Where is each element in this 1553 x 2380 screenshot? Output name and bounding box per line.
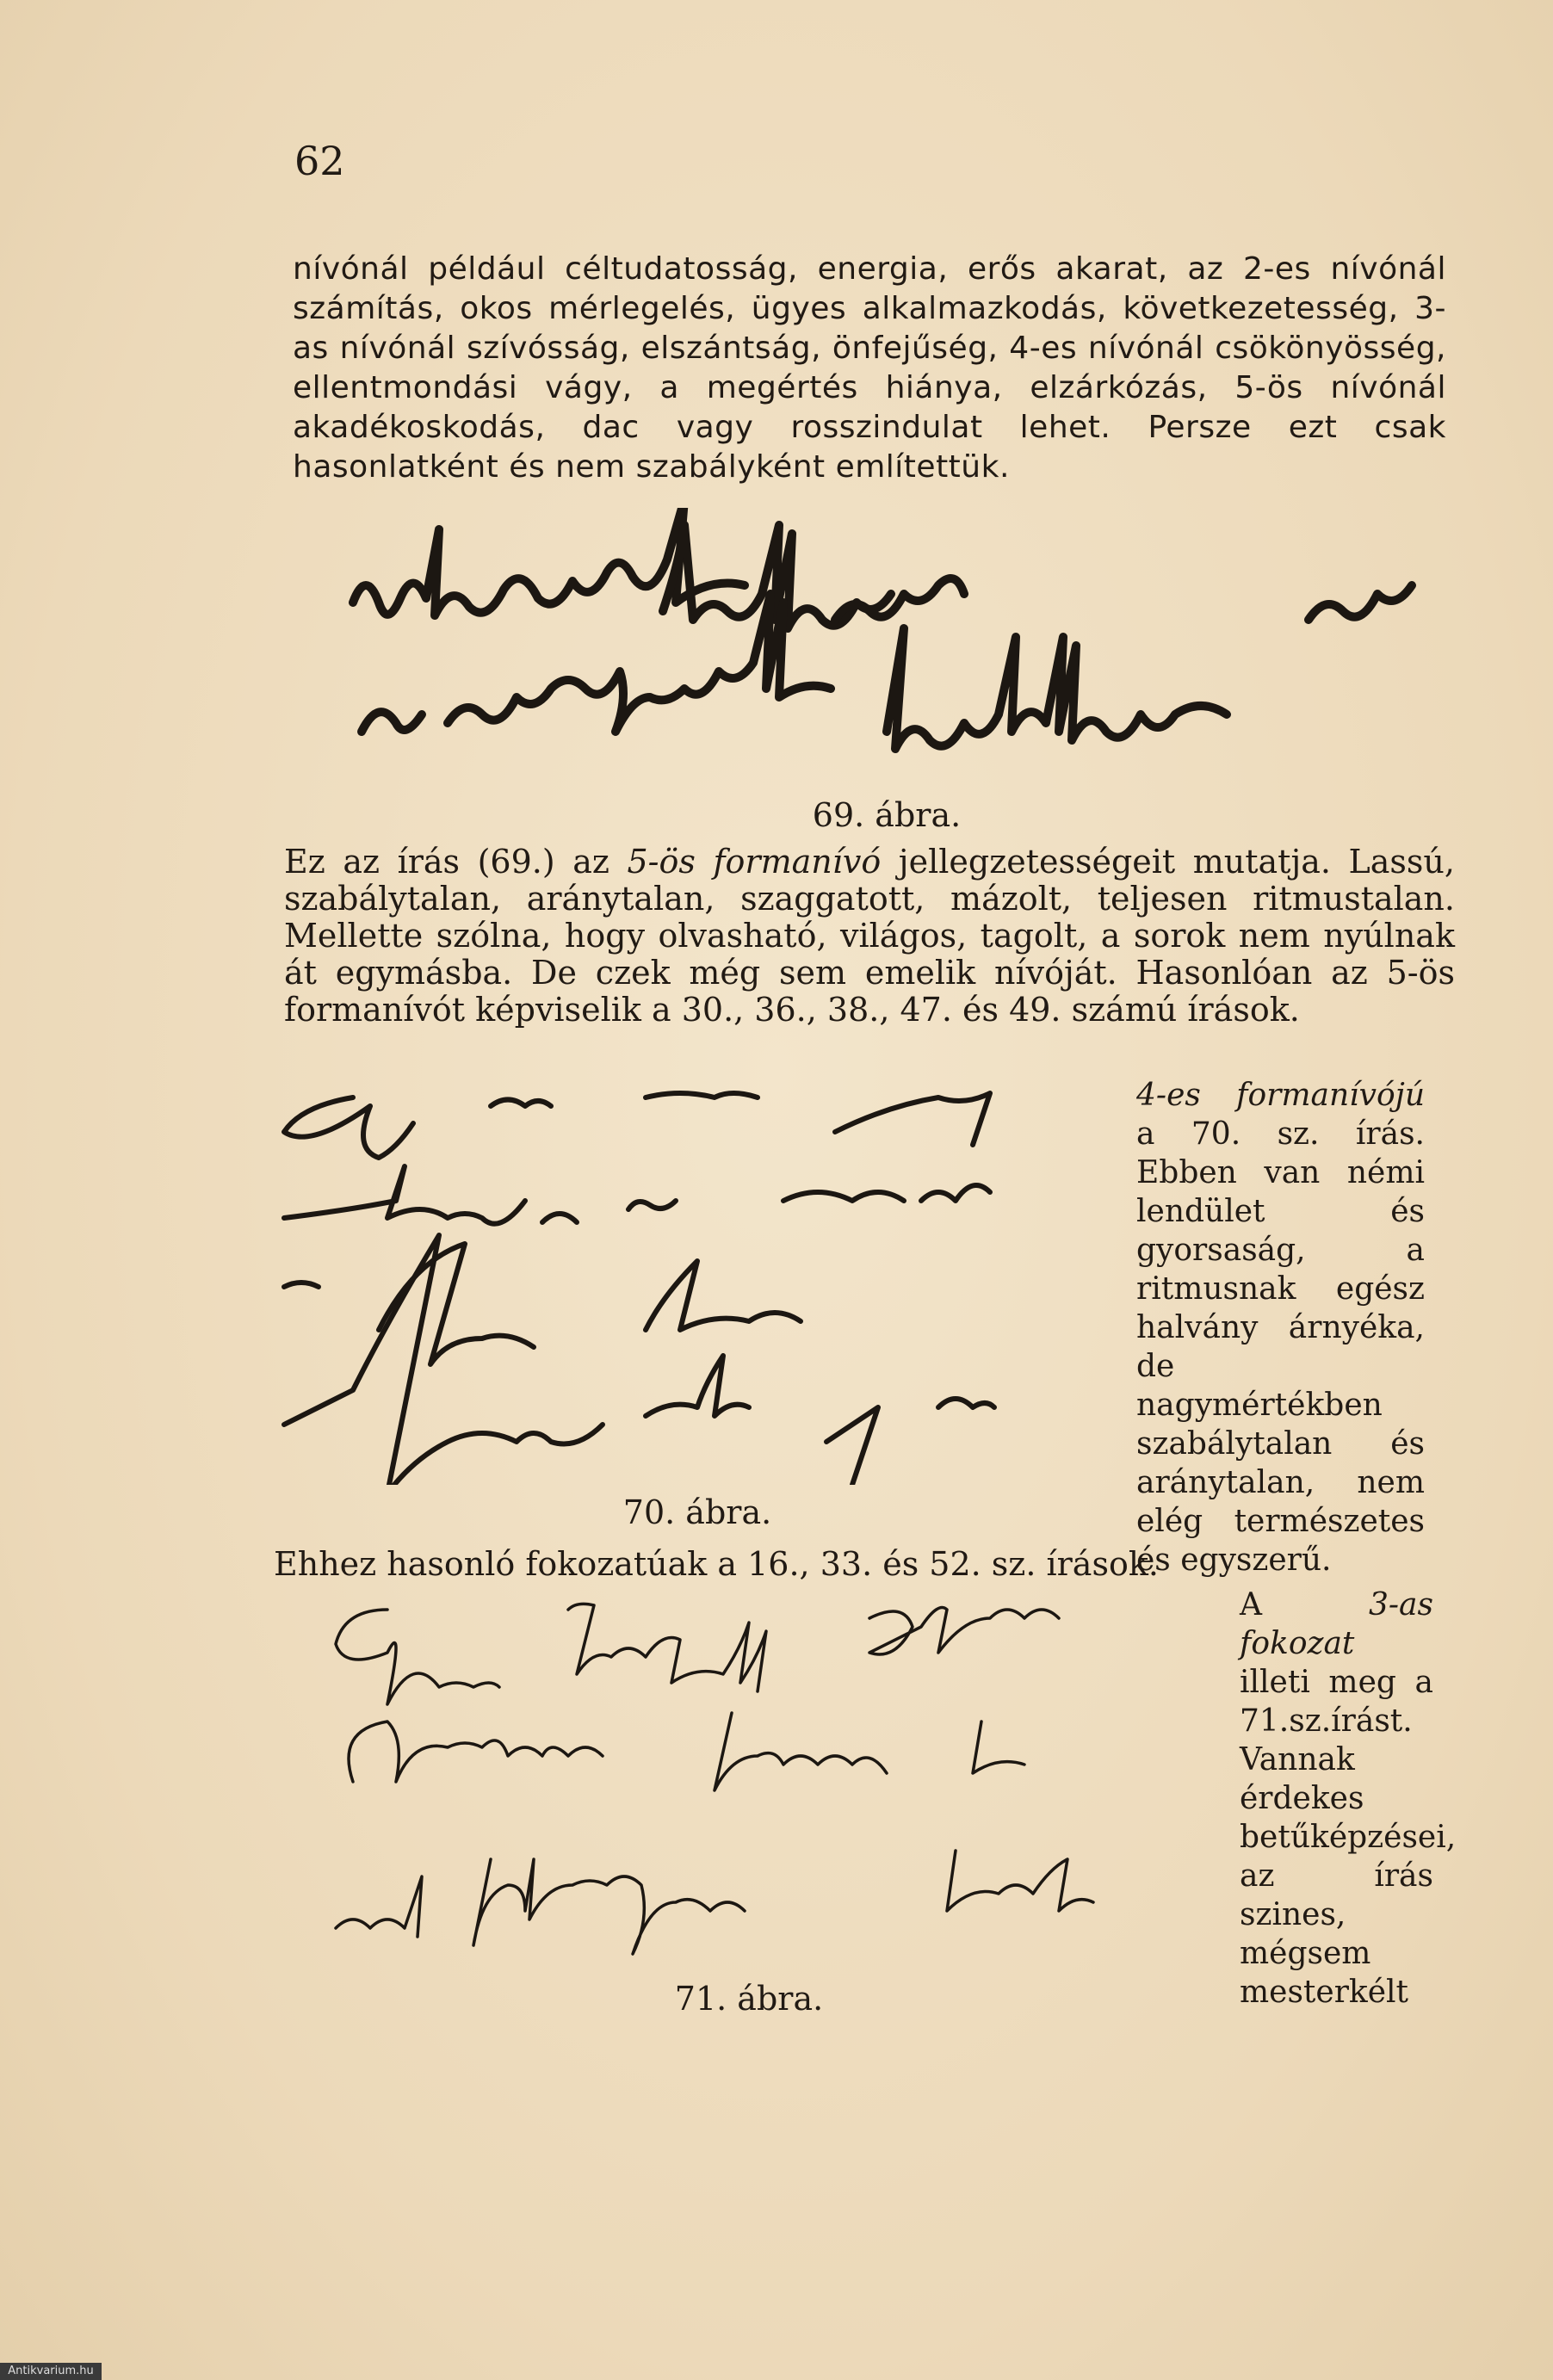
figure-71-side-a: A: [1240, 1587, 1369, 1623]
paragraph-2-part-a: Ez az írás (69.) az: [284, 843, 628, 881]
page-number: 62: [294, 138, 345, 184]
figure-70-side-emphasis: 4-es formanívójú: [1136, 1078, 1425, 1113]
paragraph-1: nívónál például céltudatosság, energia, erős akarat, az 2-es nívónál számítás, okos mérlegelés, ügyes alkalmazkodás, következetesség, 3-as nívónál szívósság, elszántság, önfejűség, 4-es nívónál csökönyösség, ellentmondási vágy, a megértés hiánya, elzárkózás, 5-ös nívónál akadékoskodás, dac vagy rosszindulat lehet. Persze ezt csak hasonlatként és nem szabályként említettük.: [293, 251, 1446, 485]
figure-71-side-text: [1240, 1586, 1457, 2012]
figure-70-side-body: a 70. sz. írás. Ebben van némi lendület és gyorsaság, a ritmusnak egész halvány árnyéka, de nagymértékben szabálytalan és aránytalan, nem elég természetes és egyszerű.: [1136, 1116, 1425, 1578]
figure-70-caption: 70. ábra.: [622, 1493, 772, 1531]
note-similar-samples: Ehhez hasonló fokozatúak a 16., 33. és 52. sz. írások.: [274, 1545, 1159, 1583]
figure-70-side-text: [1136, 1076, 1425, 1579]
figure-71-side-emphasis: 3-as fokozat: [1240, 1587, 1433, 1661]
paragraph-2-emphasis: 5-ös formanívó: [627, 843, 882, 881]
figure-71-caption: 71. ábra.: [674, 1980, 824, 2018]
figure-71-side-b: illeti meg a 71.sz.írást. Vannak érdekes betűképzései, az írás szines, mégsem mesterkélt: [1240, 1665, 1457, 2010]
handwriting-sample-69: [336, 508, 1438, 783]
handwriting-sample-71: [327, 1592, 1205, 1971]
paragraph-2: [284, 844, 1455, 1029]
paragraph-2-part-b: jellegzetességeit mutatja. Lassú, szabálytalan, aránytalan, szaggatott, mázolt, teljesen ritmustalan. Mellette szólna, hogy olvasható, világos, tagolt, a sorok nem nyúlnak át egymásba. De czek még sem emelik nívóját. Hasonlóan az 5-ös formanívót képviselik a 30., 36., 38., 47. és 49. számú írások.: [284, 843, 1455, 1029]
watermark: Antikvarium.hu: [0, 2363, 102, 2380]
figure-69-caption: 69. ábra.: [812, 796, 962, 834]
handwriting-sample-70: [267, 1080, 1093, 1485]
